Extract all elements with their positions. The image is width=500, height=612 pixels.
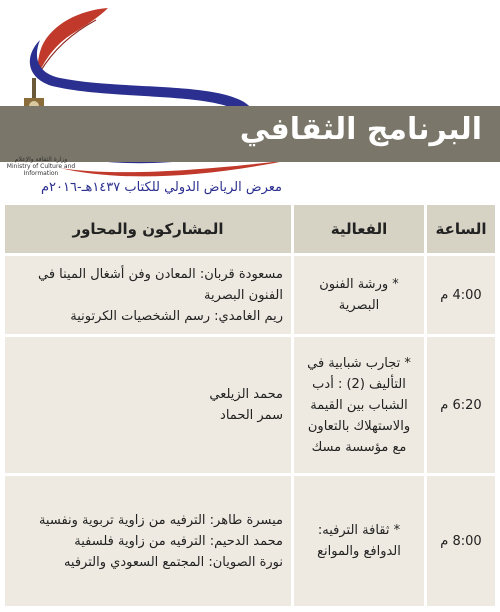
participant-line: محمد الزيلعي (209, 387, 283, 402)
table-row (5, 256, 495, 334)
participant-line: سمر الحماد (220, 408, 283, 423)
row-time: 4:00 م (427, 256, 495, 334)
participant-line: ميسرة طاهر: الترفيه من زاوية تربوية ونفسية (38, 512, 283, 528)
header-participants: المشاركون والمحاور (5, 205, 291, 253)
table-header-row (5, 205, 495, 253)
page-title: البرنامج الثقافي (239, 112, 482, 147)
ministry-label-ar: وزارة الثقافة والإعلام (14, 156, 68, 163)
row-time: 6:20 م (427, 337, 495, 473)
row-time: 8:00 م (427, 476, 495, 606)
participant-line: نورة الصويان: المجتمع السعودي والترفيه (63, 554, 283, 570)
participant-line: مسعودة قربان: المعادن وفن أشغال المينا في الفنون البصرية (37, 266, 283, 303)
participant-line: محمد الدحيم: الترفيه من زاوية فلسفية (74, 533, 283, 549)
page-header (0, 0, 500, 200)
row-participants (5, 476, 291, 606)
table-row (5, 337, 495, 473)
row-participants (5, 337, 291, 473)
row-participants (5, 256, 291, 334)
participant-line: ريم الغامدي: رسم الشخصيات الكرتونية (70, 308, 283, 324)
row-event: * تجارب شبابية في التأليف (2) : أدب الشباب بين القيمة والاستهلاك بالتعاون مع مؤسسة مسك (294, 337, 424, 473)
ministry-label-en: Ministry of Culture and Information (6, 163, 76, 177)
header-event: الفعالية (294, 205, 424, 253)
fair-subtitle: معرض الرياض الدولي للكتاب ١٤٣٧هـ-٢٠١٦م (40, 180, 282, 195)
program-table (2, 202, 498, 609)
row-event: * ورشة الفنون البصرية (294, 256, 424, 334)
row-event: * ثقافة الترفيه: الدوافع والموانع (294, 476, 424, 606)
ministry-label (6, 156, 76, 177)
table-row (5, 476, 495, 606)
header-time: الساعة (427, 205, 495, 253)
